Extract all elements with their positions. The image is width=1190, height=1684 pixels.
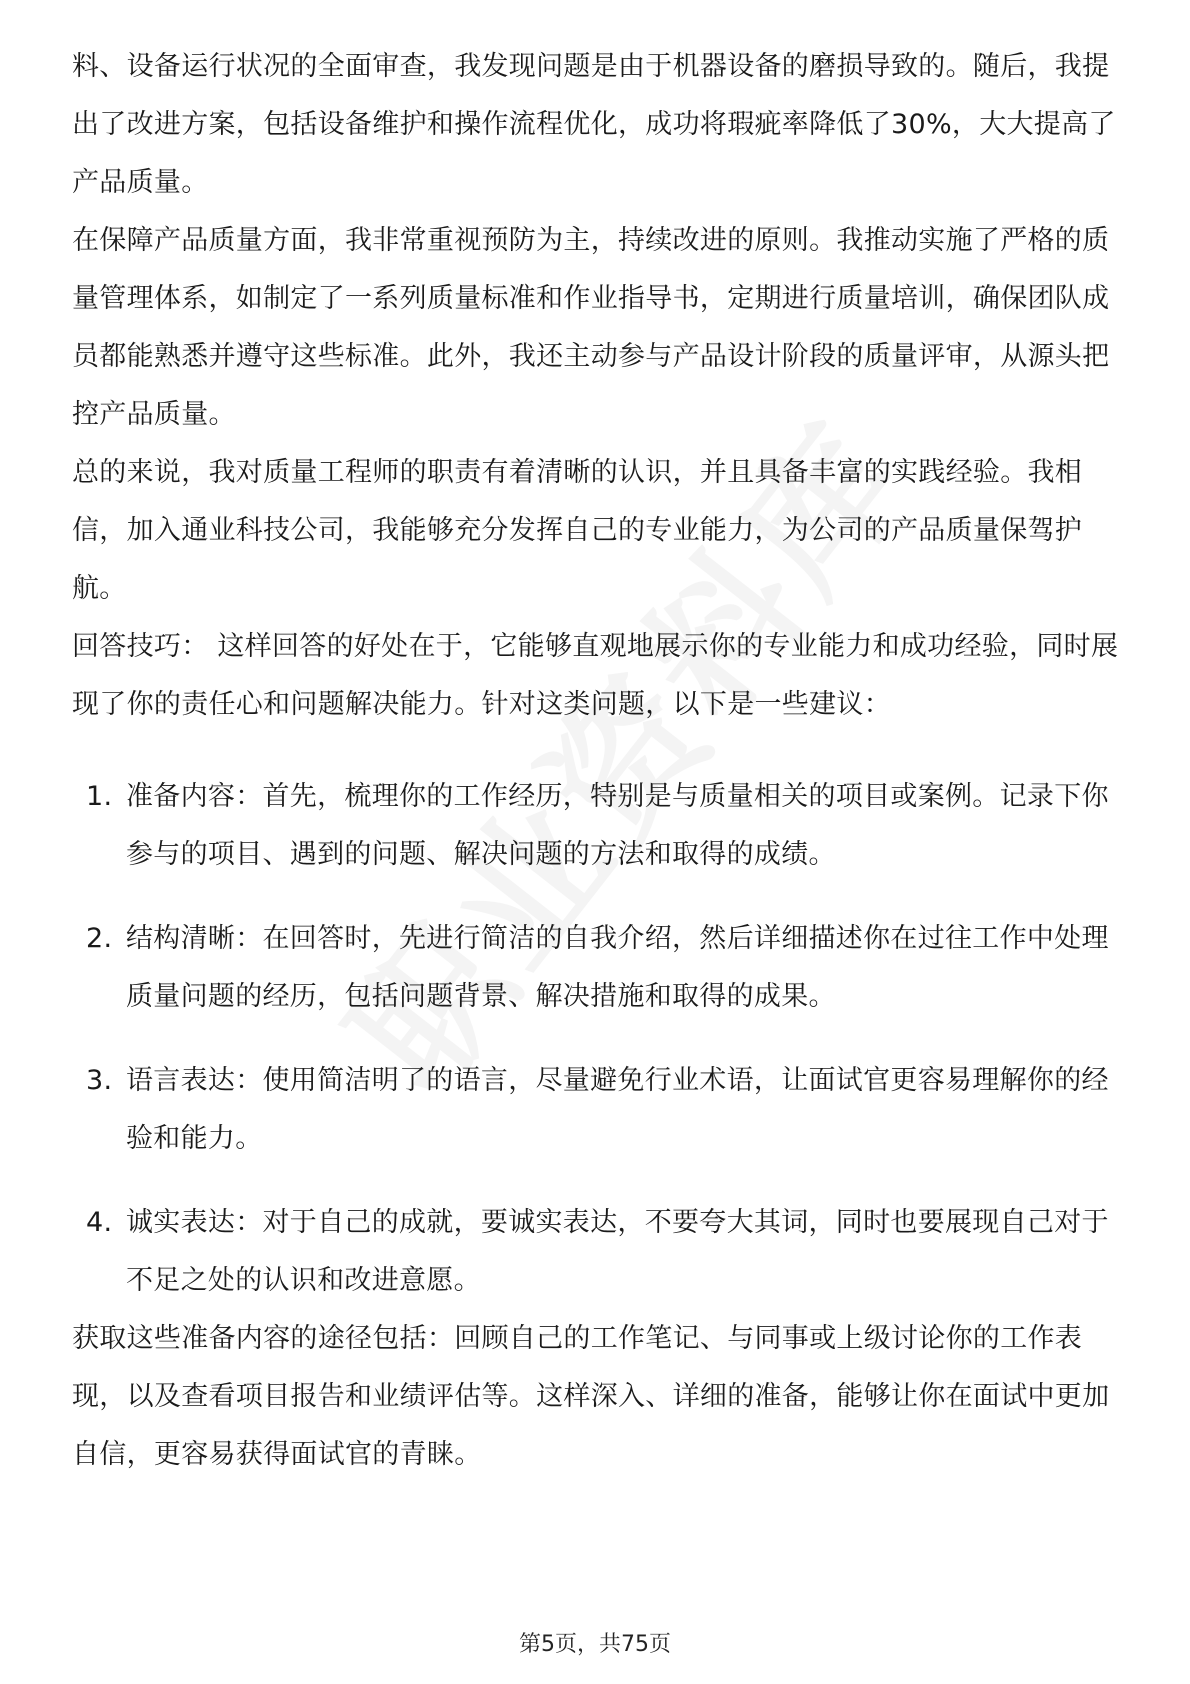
list-item-number: 2. — [86, 923, 113, 954]
paragraph-summary: 总的来说，我对质量工程师的职责有着清晰的认识，并且具备丰富的实践经验。我相信，加入通业科技公司，我能够充分发挥自己的专业能力，为公司的产品质量保驾护航。 — [72, 457, 1083, 604]
list-item — [72, 768, 1122, 884]
page-content — [72, 38, 1122, 1484]
tips-list — [72, 768, 1122, 1310]
list-item-text: 准备内容：首先，梳理你的工作经历，特别是与质量相关的项目或案例。记录下你参与的项目、遇到的问题、解决问题的方法和取得的成绩。 — [126, 781, 1109, 870]
list-item — [72, 1194, 1122, 1310]
list-item-text: 结构清晰：在回答时，先进行简洁的自我介绍，然后详细描述你在过往工作中处理质量问题的经历，包括问题背景、解决措施和取得的成果。 — [126, 923, 1109, 1012]
list-item-number: 4. — [86, 1207, 113, 1238]
list-item-number: 3. — [86, 1065, 113, 1096]
paragraph-quality-review: 料、设备运行状况的全面审查，我发现问题是由于机器设备的磨损导致的。随后，我提出了改进方案，包括设备维护和操作流程优化，成功将瑕疵率降低了30%，大大提高了产品质量。 — [72, 51, 1116, 198]
list-item-text: 语言表达：使用简洁明了的语言，尽量避免行业术语，让面试官更容易理解你的经验和能力。 — [126, 1065, 1109, 1154]
paragraph-closing: 获取这些准备内容的途径包括：回顾自己的工作笔记、与同事或上级讨论你的工作表现，以及查看项目报告和业绩评估等。这样深入、详细的准备，能够让你在面试中更加自信，更容易获得面试官的青睐。 — [72, 1323, 1110, 1470]
paragraph-quality-assurance: 在保障产品质量方面，我非常重视预防为主，持续改进的原则。我推动实施了严格的质量管理体系，如制定了一系列质量标准和作业指导书，定期进行质量培训，确保团队成员都能熟悉并遵守这些标准。此外，我还主动参与产品设计阶段的质量评审，从源头把控产品质量。 — [72, 225, 1110, 430]
list-item — [72, 1052, 1122, 1168]
list-item-text: 诚实表达：对于自己的成就，要诚实表达，不要夸大其词，同时也要展现自己对于不足之处的认识和改进意愿。 — [126, 1207, 1109, 1296]
list-item-number: 1. — [86, 781, 113, 812]
page-number-footer: 第5页，共75页 — [519, 1632, 671, 1657]
paragraph-answer-tips: 回答技巧： 这样回答的好处在于，它能够直观地展示你的专业能力和成功经验，同时展现了你的责任心和问题解决能力。针对这类问题，以下是一些建议： — [72, 631, 1119, 720]
list-item — [72, 910, 1122, 1026]
